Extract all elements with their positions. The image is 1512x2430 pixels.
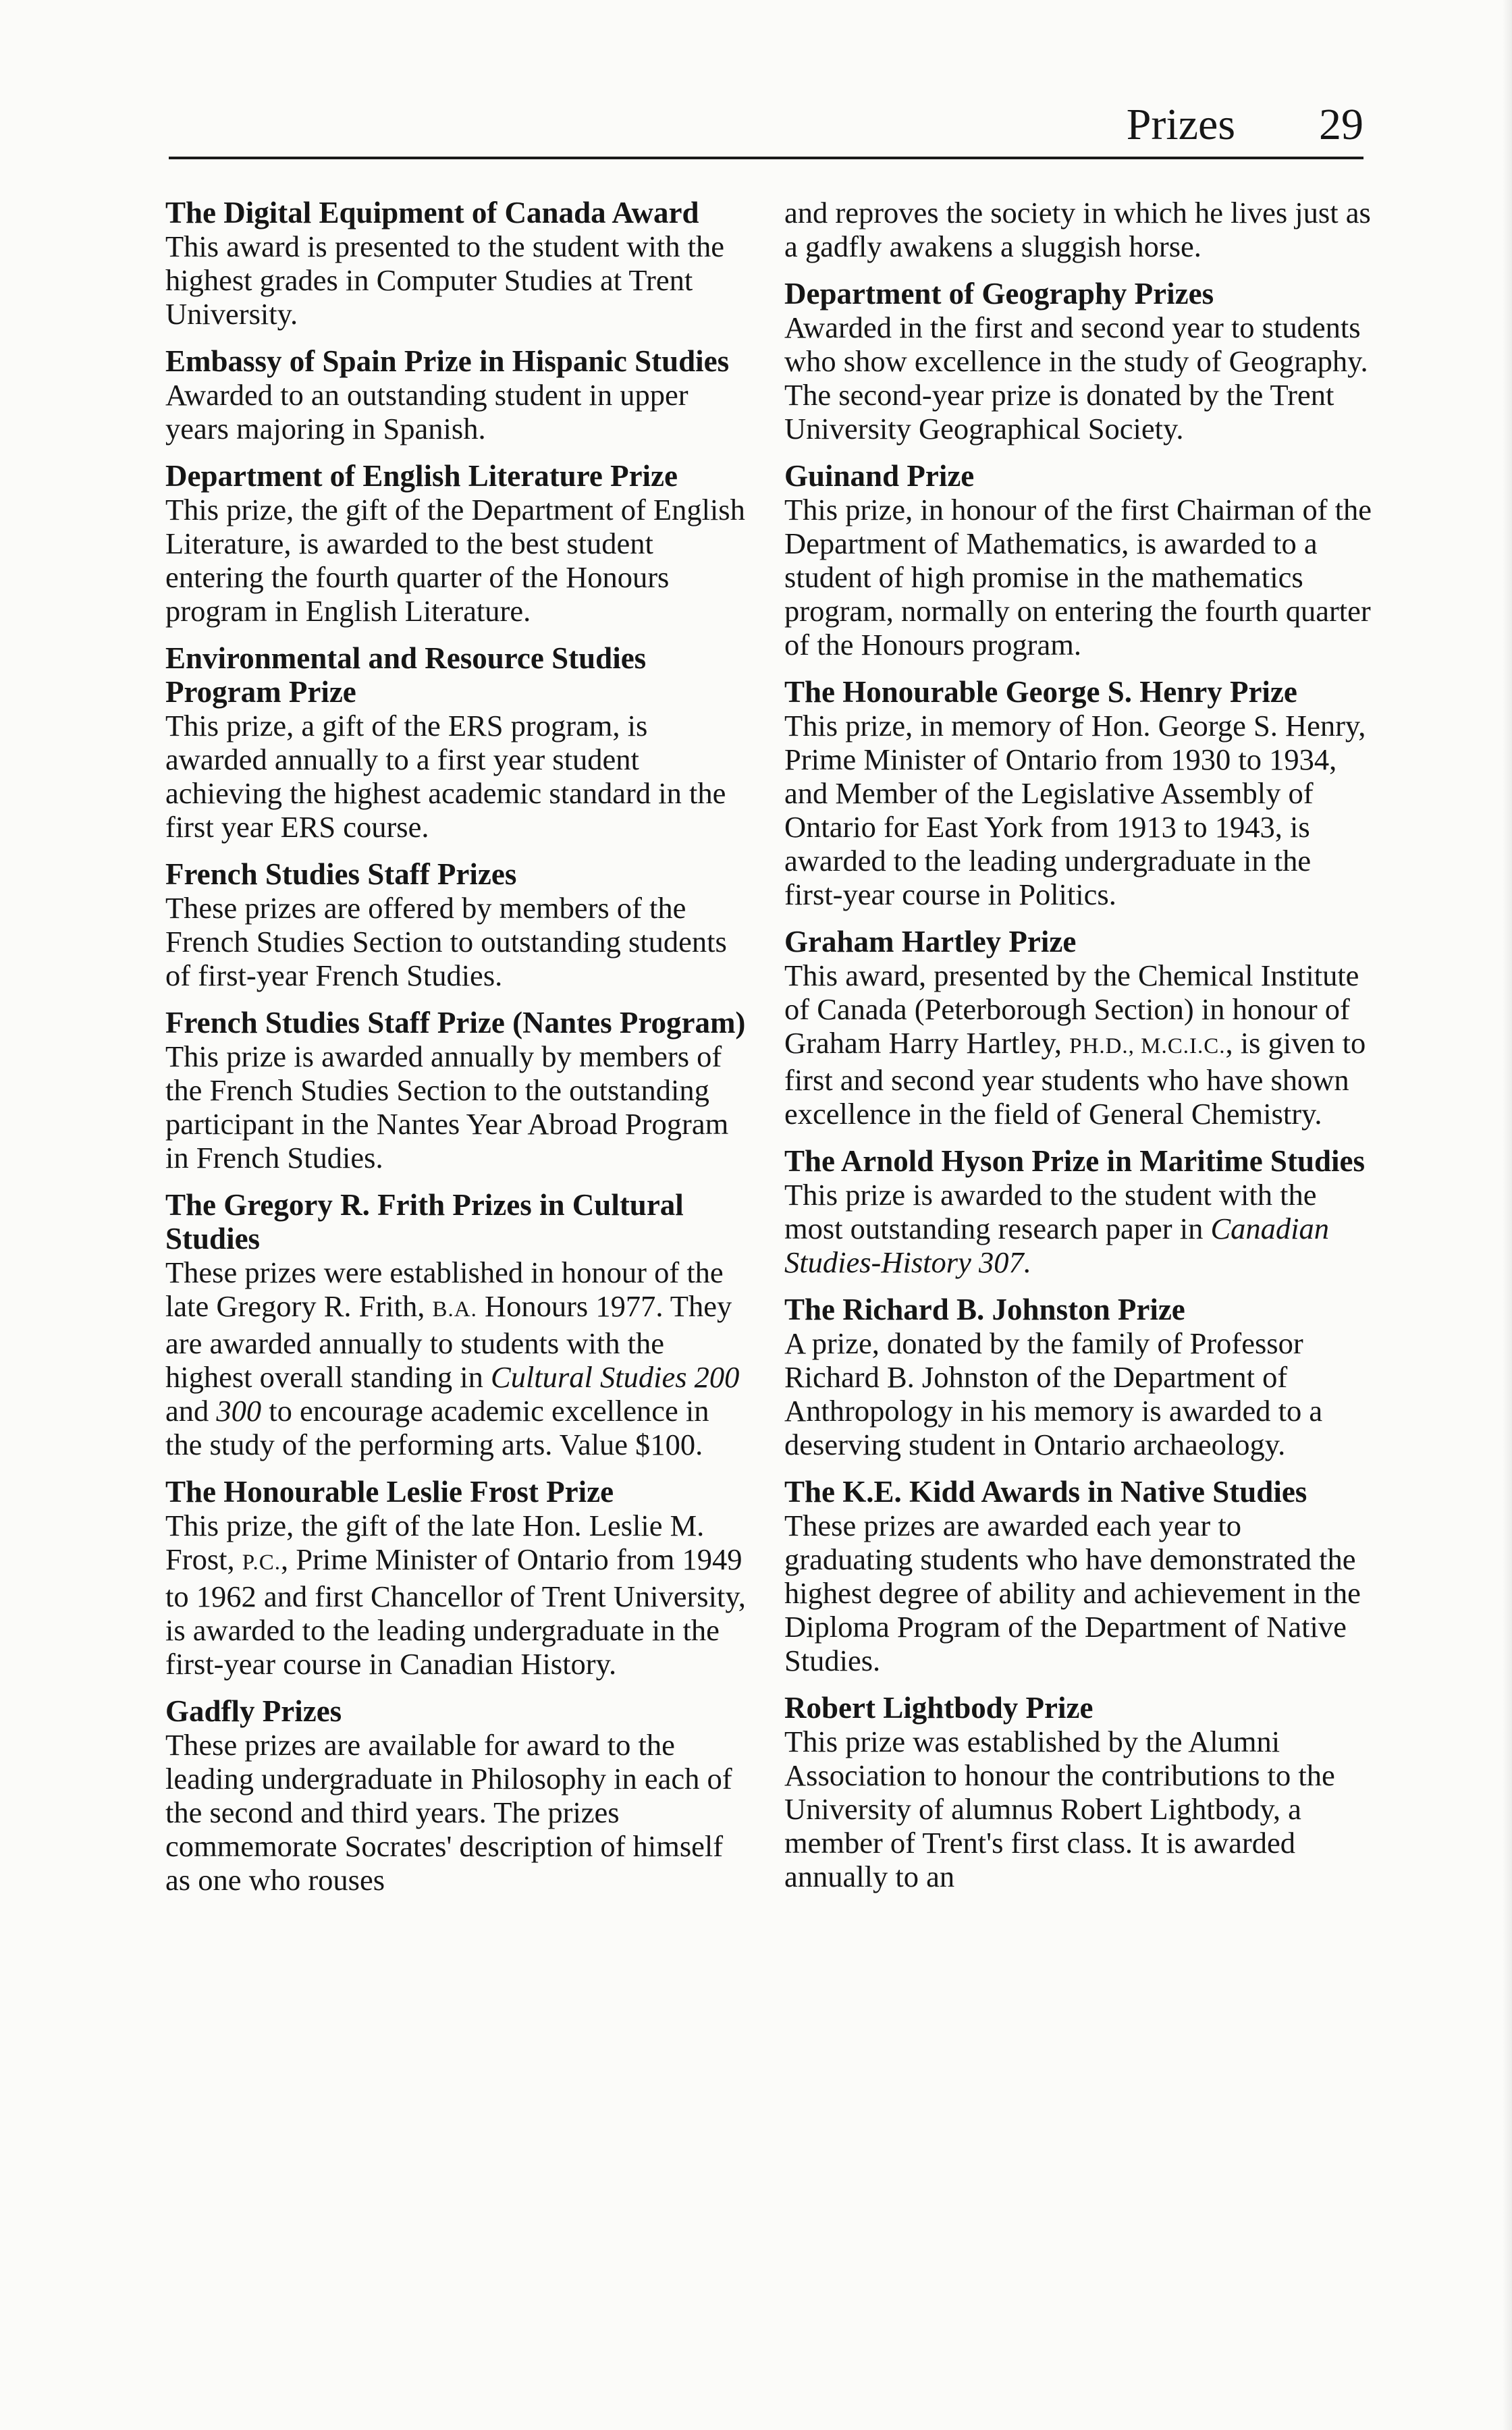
page-number: 29 [1319,100,1364,149]
prize-description: These prizes are offered by members of the French Studies Section to outstanding students of first-year French Studies. [165,891,727,992]
right-column [784,196,1372,1907]
prize-title: Environmental and Resource Studies Program Prize [165,641,647,709]
prize-title: The Honourable George S. Henry Prize [784,675,1297,709]
prize-title: The Richard B. Johnston Prize [784,1293,1185,1326]
prize-entry-geography [784,277,1372,446]
prize-description: This prize was established by the Alumni Association to honour the contributions to the University of alumnus Robert Lightbody, a member of Trent's first class. It is awarded annually to an [784,1725,1335,1893]
prize-entry-ers-program [165,641,753,844]
prize-description: These prizes are awarded each year to graduating students who have demonstrated the highest degree of ability and achievement in the Diploma Program of the Department of Native Studies. [784,1509,1361,1677]
prize-entry-lightbody [784,1691,1372,1893]
prize-entry-kidd [784,1475,1372,1677]
honorific-abbreviation: P.C. [242,1550,281,1575]
prize-entry-guinand [784,459,1372,662]
prize-entry-english-literature [165,459,753,628]
prize-description: This prize, in honour of the first Chairman of the Department of Mathematics, is awarded to a student of high promise in the mathematics program, normally on entering the fourth quarter of the Honours program. [784,493,1372,662]
prize-description: This prize is awarded to the student with the most outstanding research paper in Canadian Studies-History 307. [784,1178,1330,1279]
course-number: 300 [216,1394,262,1428]
scan-edge-shadow [1503,0,1512,2430]
header-rule [169,157,1364,159]
course-title: Cultural Studies 200 [491,1360,740,1394]
page-header [169,94,1364,162]
prize-title: Robert Lightbody Prize [784,1691,1094,1725]
prize-description: This prize is awarded annually by members of the French Studies Section to the outstanding participant in the Nantes Year Abroad Program in French Studies. [165,1040,729,1174]
prize-entry-digital-equipment [165,196,753,331]
prize-description: This prize, in memory of Hon. George S. Henry, Prime Minister of Ontario from 1930 to 1934, and Member of the Legislative Assembly of Ontario for East York from 1913 to 1943, is awarded to the leading undergraduate in the first-year course in Politics. [784,709,1366,911]
prize-description: These prizes are available for award to the leading undergraduate in Philosophy in each of the second and third years. The prizes commemorate Socrates' description of himself as one who rouses [165,1728,732,1897]
prize-title: The Digital Equipment of Canada Award [165,196,699,230]
prize-entry-frith [165,1188,753,1461]
course-title: Canadian Studies-History 307. [784,1212,1330,1279]
prize-description: This award is presented to the student with the highest grades in Computer Studies at Trent University. [165,230,725,331]
prize-title: Department of English Literature Prize [165,459,678,493]
prize-description: Awarded in the first and second year to students who show excellence in the study of Geography. The second-year prize is donated by the Trent University Geographical Society. [784,310,1368,446]
prize-entry-henry [784,675,1372,911]
prize-description: These prizes were established in honour of the late Gregory R. Frith, B.A. Honours 1977. They are awarded annually to students with the highest overall standing in Cultural Studies 200 and 300 to encourage academic excellence in the study of the performing arts. Value $100. [165,1256,740,1461]
prize-title: Embassy of Spain Prize in Hispanic Studies [165,344,730,378]
continued-text: and reproves the society in which he lives just as a gadfly awakens a sluggish horse. [784,196,1371,263]
prize-entry-johnston [784,1293,1372,1461]
prize-description: A prize, donated by the family of Professor Richard B. Johnston of the Department of Anthropology in his memory is awarded to a deserving student in Ontario archaeology. [784,1326,1323,1461]
prize-entry-frost [165,1475,753,1681]
prize-title: The Arnold Hyson Prize in Maritime Studies [784,1144,1365,1178]
prize-title: The K.E. Kidd Awards in Native Studies [784,1475,1307,1509]
prize-title: Graham Hartley Prize [784,925,1077,959]
prize-description: This prize, the gift of the Department of English Literature, is awarded to the best student entering the fourth quarter of the Honours program in English Literature. [165,493,745,628]
prize-entry-embassy-of-spain [165,344,753,446]
prize-title: French Studies Staff Prizes [165,857,517,891]
prize-entry-hyson [784,1144,1372,1279]
running-head: Prizes [1126,100,1235,149]
prize-title: The Gregory R. Frith Prizes in Cultural Studies [165,1188,684,1256]
prize-description: This award, presented by the Chemical Institute of Canada (Peterborough Section) in honour of Graham Harry Hartley, PH.D., M.C.I.C., is given to first and second year students who have shown excellence in the field of General Chemistry. [784,959,1366,1131]
prize-title: Gadfly Prizes [165,1694,342,1728]
prize-title: Department of Geography Prizes [784,277,1214,310]
prize-title: French Studies Staff Prize (Nantes Program) [165,1006,746,1040]
degree-abbreviation: PH.D., M.C.I.C. [1069,1034,1226,1058]
prize-entry-french-nantes [165,1006,753,1174]
prize-entry-french-staff [165,857,753,992]
prize-title: The Honourable Leslie Frost Prize [165,1475,614,1509]
prize-entry-hartley [784,925,1372,1131]
prize-description: This prize, a gift of the ERS program, is awarded annually to a first year student achieving the highest academic standard in the first year ERS course. [165,709,726,844]
prize-entry-gadfly [165,1694,753,1897]
left-column [165,196,753,1910]
degree-abbreviation: B.A. [432,1297,477,1322]
prize-title: Guinand Prize [784,459,975,493]
prize-description: Awarded to an outstanding student in upper years majoring in Spanish. [165,378,688,446]
prize-description: This prize, the gift of the late Hon. Leslie M. Frost, P.C., Prime Minister of Ontario from 1949 to 1962 and first Chancellor of Trent University, is awarded to the leading undergraduate in the first-year course in Canadian History. [165,1509,746,1681]
